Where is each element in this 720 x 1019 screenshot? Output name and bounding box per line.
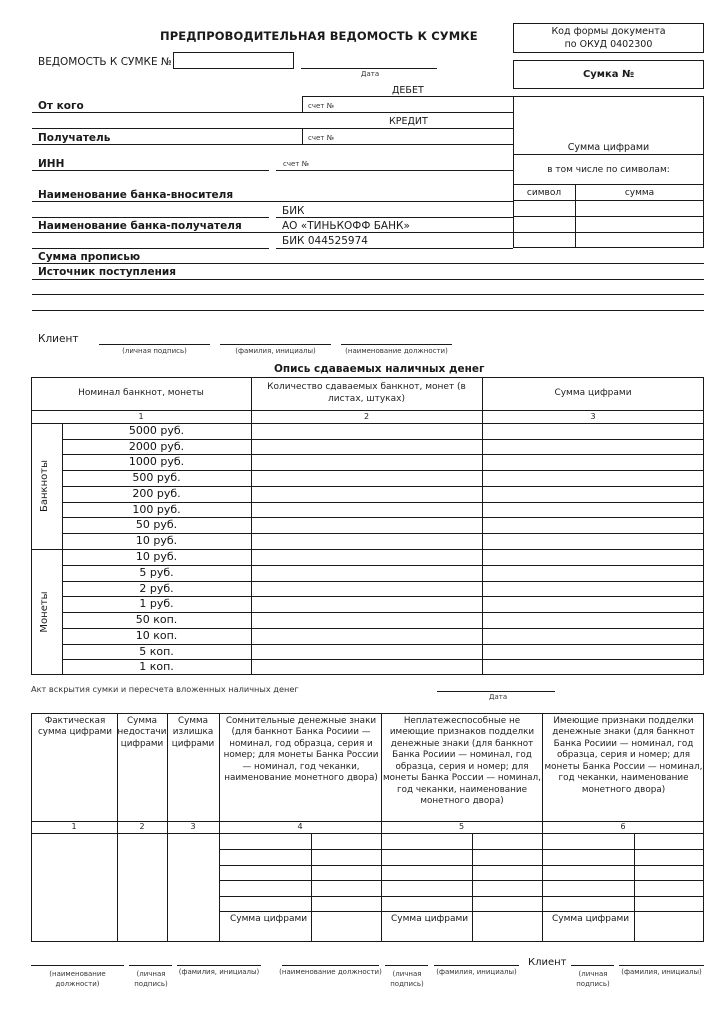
quantity-header: Количество сдаваемых банкнот, монет (в листах, штуках) [267, 382, 466, 404]
controller-name-line[interactable] [434, 965, 519, 966]
footer-client-label: Клиент [528, 957, 567, 968]
recipient-bank-label: Наименование банка-получателя [38, 220, 242, 232]
divider [302, 128, 303, 144]
coin-row-label: 1 коп. [139, 660, 174, 674]
from-line[interactable] [32, 112, 513, 113]
banknote-row-label: 2000 руб. [128, 439, 185, 453]
divider [219, 880, 704, 881]
divider [32, 128, 513, 129]
doubtful-sum-label: Сумма цифрами [230, 914, 308, 924]
source-line[interactable] [32, 279, 704, 280]
inn-line[interactable] [32, 170, 269, 171]
coin-row-label: 10 руб. [135, 550, 178, 564]
col-number-2: 2 [363, 411, 370, 421]
divider [219, 911, 704, 912]
from-label: От кого [38, 100, 84, 112]
banknote-row-label: 500 руб. [132, 471, 181, 485]
banknote-row-label: 5000 руб. [128, 424, 185, 438]
client-position-line[interactable] [341, 344, 452, 345]
divider [219, 865, 704, 866]
source-line-2[interactable] [32, 294, 704, 295]
coin-row-label: 50 коп. [135, 613, 178, 627]
divider [513, 200, 704, 201]
banknotes-group-label: Банкноты [39, 460, 50, 512]
act-header-doubtful: Сомнительные денежные знаки (для банкнот Банка Росиии — номинал, год образца, серия и номер; для монеты Банка России — номинал, год чеканки, наименование монетного двора) [223, 716, 379, 784]
divider [302, 96, 303, 112]
footer-signature-caption-2: (личная подпись) [390, 970, 424, 989]
footer-name-caption-3: (фамилия, инициалы) [621, 968, 702, 976]
coin-row-label: 10 коп. [135, 629, 178, 643]
divider [32, 232, 513, 233]
act-header-shortage: Сумма недостачи цифрами [117, 716, 167, 749]
coin-row-label: 5 руб. [139, 566, 174, 580]
divider [302, 96, 513, 97]
denomination-header: Номинал банкнот, монеты [78, 387, 204, 398]
banknote-row-label: 1000 руб. [128, 455, 185, 469]
recipient-label: Получатель [38, 132, 111, 144]
banknote-row-label: 100 руб. [132, 502, 181, 516]
act-header-counterfeit: Имеющие признаки подделки денежные знаки (для банкнот Банка Росиии — номинал, год образца, серия и номер; для монеты Банка России — номинал, год чеканки, наименование монетного двора) [544, 716, 703, 795]
recipient-bank-line-2[interactable] [32, 248, 269, 249]
recipient-bank-name: АО «ТИНЬКОФФ БАНК» [282, 220, 410, 232]
act-header-surplus: Сумма излишка цифрами [171, 716, 215, 749]
cashier-signature-line[interactable] [129, 965, 172, 966]
divider [513, 154, 704, 155]
act-date-caption: Дата [489, 693, 508, 701]
act-date-line[interactable] [437, 691, 555, 692]
act-header-actual-sum: Фактическая сумма цифрами [37, 716, 113, 738]
act-title: Акт вскрытия сумки и пересчета вложенных наличных денег [31, 684, 299, 694]
footer-signature-caption-1: (личная подпись) [134, 970, 168, 989]
counterfeit-sum-label: Сумма цифрами [552, 914, 630, 924]
by-symbols-label: в том числе по символам: [547, 165, 670, 175]
cashier-name-line[interactable] [177, 965, 261, 966]
inn-account-label: счет № [283, 160, 309, 168]
date-caption: Дата [361, 70, 380, 78]
date-line[interactable] [301, 68, 437, 69]
coins-group-label: Монеты [39, 591, 50, 633]
recipient-line[interactable] [32, 144, 513, 145]
source-label: Источник поступления [38, 266, 176, 278]
credit-account-label: счет № [308, 134, 334, 142]
depositor-bank-label: Наименование банка-вносителя [38, 189, 234, 201]
insolvent-sum-label: Сумма цифрами [391, 914, 469, 924]
form-title: ПРЕДПРОВОДИТЕЛЬНАЯ ВЕДОМОСТЬ К СУМКЕ [160, 29, 478, 43]
recipient-bank-bik: БИК 044525974 [282, 235, 368, 247]
bag-number-label: Сумка № [582, 69, 635, 80]
coin-row-label: 5 коп. [139, 644, 174, 658]
col-number-3: 3 [590, 411, 596, 421]
banknote-row-label: 10 руб. [135, 534, 178, 548]
act-col-number: 5 [458, 822, 465, 831]
act-header-insolvent: Неплатежеспособные не имеющие признаков подделки денежные знаки (для банкнот Банка Росиии — номинал, год образца, серия и номер; для монеты Банка России — номинал, год чеканки, наименование монетного двора) [383, 716, 541, 806]
cashier-position-line[interactable] [31, 965, 124, 966]
statement-label: ВЕДОМОСТЬ К СУМКЕ № [38, 56, 172, 68]
inventory-title: Опись сдаваемых наличных денег [274, 363, 485, 375]
signature-caption: (личная подпись) [122, 347, 187, 355]
controller-position-line[interactable] [282, 965, 379, 966]
coin-row-label: 1 руб. [139, 597, 174, 611]
footer-name-caption-1: (фамилия, инициалы) [178, 968, 260, 976]
debit-account-label: счет № [308, 102, 334, 110]
act-col-number: 1 [71, 822, 77, 831]
amount-digits-label: Сумма цифрами [567, 142, 650, 153]
act-col-number: 3 [190, 822, 196, 831]
client-name-line[interactable] [220, 344, 331, 345]
banknote-row-label: 200 руб. [132, 487, 181, 501]
amount-words-line[interactable] [32, 263, 704, 264]
depositor-bik-line[interactable] [276, 217, 513, 218]
statement-number-field[interactable] [173, 52, 294, 69]
divider [31, 833, 704, 834]
controller-signature-line[interactable] [385, 965, 428, 966]
amount-header: Сумма цифрами [554, 387, 632, 398]
footer-position-caption-2: (наименование должности) [279, 968, 382, 976]
footer-name-caption-2: (фамилия, инициалы) [436, 968, 517, 976]
sum-column-header: сумма [624, 188, 655, 198]
position-caption: (наименование должности) [345, 347, 448, 355]
act-col-number: 6 [620, 822, 626, 831]
client-footer-signature-line[interactable] [571, 965, 614, 966]
inn-label: ИНН [38, 158, 65, 170]
debit-label: ДЕБЕТ [392, 85, 424, 96]
amount-words-label: Сумма прописью [38, 251, 141, 263]
coin-row-label: 2 руб. [139, 581, 174, 595]
col-number-1: 1 [138, 411, 144, 421]
depositor-bank-line[interactable] [32, 201, 513, 202]
depositor-bank-line-2[interactable] [32, 217, 269, 218]
symbol-column-header: символ [526, 188, 562, 198]
inn-account-line[interactable] [276, 170, 513, 171]
banknote-row-label: 50 руб. [135, 518, 178, 532]
credit-label: КРЕДИТ [389, 116, 428, 127]
divider [513, 184, 704, 185]
depositor-bik-label: БИК [282, 205, 305, 217]
client-label: Клиент [38, 333, 79, 345]
divider [513, 232, 704, 233]
client-signature-line[interactable] [99, 344, 210, 345]
name-caption: (фамилия, инициалы) [235, 347, 316, 355]
divider [219, 849, 704, 850]
client-footer-name-line[interactable] [619, 965, 704, 966]
divider [513, 216, 704, 217]
act-col-number: 2 [139, 822, 145, 831]
divider [219, 896, 704, 897]
source-line-3[interactable] [32, 310, 704, 311]
okud-line-1: Код формы документа [551, 26, 666, 37]
okud-line-2: по ОКУД 0402300 [564, 39, 653, 50]
divider [276, 248, 513, 249]
act-col-number: 4 [297, 822, 303, 831]
footer-position-caption-1: (наименование должности) [49, 970, 106, 989]
footer-signature-caption-3: (личная подпись) [576, 970, 610, 989]
